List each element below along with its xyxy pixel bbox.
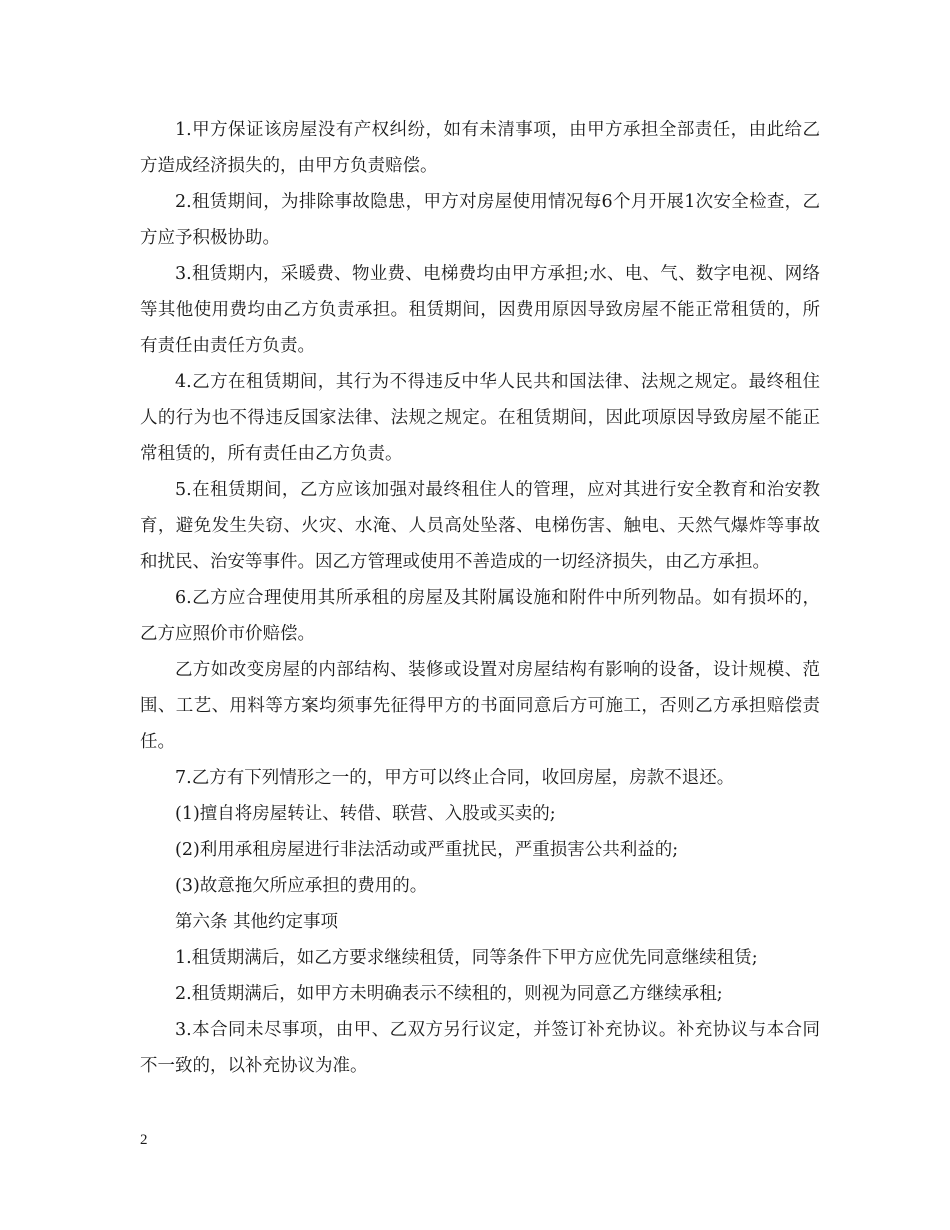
paragraph-clause-4: 4.乙方在租赁期间，其行为不得违反中华人民共和国法律、法规之规定。最终租住人的行为也不得违反国家法律、法规之规定。在租赁期间，因此项原因导致房屋不能正常租赁的，所有责任由乙方负责。 — [140, 372, 820, 464]
paragraph-clause-5: 5.在租赁期间，乙方应该加强对最终租住人的管理，应对其进行安全教育和治安教育，避免发生失窃、火灾、水淹、人员高处坠落、电梯伤害、触电、天然气爆炸等事故和扰民、治安等事件。因乙方管理或使用不善造成的一切经济损失，由乙方承担。 — [140, 480, 820, 572]
paragraph-item-1: (1)擅自将房屋转让、转借、联营、入股或买卖的; — [175, 804, 556, 824]
paragraph-item-3: (3)故意拖欠所应承担的费用的。 — [175, 876, 428, 896]
paragraph-clause-6: 6.乙方应合理使用其所承租的房屋及其附属设施和附件中所列物品。如有损坏的，乙方应照价市价赔偿。 — [140, 588, 820, 644]
section-heading-article-6: 第六条 其他约定事项 — [175, 912, 339, 932]
paragraph-other-3: 3.本合同未尽事项，由甲、乙双方另行议定，并签订补充协议。补充协议与本合同不一致的，以补充协议为准。 — [140, 1020, 820, 1076]
paragraph-other-2: 2.租赁期满后，如甲方未明确表示不续租的，则视为同意乙方继续承租; — [175, 984, 723, 1004]
paragraph-clause-3: 3.租赁期内，采暖费、物业费、电梯费均由甲方承担;水、电、气、数字电视、网络等其他使用费均由乙方负责承担。租赁期间，因费用原因导致房屋不能正常租赁的，所有责任由责任方负责。 — [140, 264, 820, 356]
document-body — [140, 112, 820, 1084]
paragraph-other-1: 1.租赁期满后，如乙方要求继续租赁，同等条件下甲方应优先同意继续租赁; — [175, 948, 758, 968]
page-number: 2 — [140, 1132, 148, 1148]
paragraph-renovation: 乙方如改变房屋的内部结构、装修或设置对房屋结构有影响的设备，设计规模、范围、工艺、用料等方案均须事先征得甲方的书面同意后方可施工，否则乙方承担赔偿责任。 — [140, 660, 820, 752]
paragraph-item-2: (2)利用承租房屋进行非法活动或严重扰民，严重损害公共利益的; — [175, 840, 679, 860]
paragraph-clause-2: 2.租赁期间，为排除事故隐患，甲方对房屋使用情况每6个月开展1次安全检查，乙方应予积极协助。 — [140, 192, 820, 248]
paragraph-clause-1: 1.甲方保证该房屋没有产权纠纷，如有未清事项，由甲方承担全部责任，由此给乙方造成经济损失的，由甲方负责赔偿。 — [140, 120, 820, 176]
paragraph-clause-7: 7.乙方有下列情形之一的，甲方可以终止合同，收回房屋，房款不退还。 — [175, 768, 735, 788]
